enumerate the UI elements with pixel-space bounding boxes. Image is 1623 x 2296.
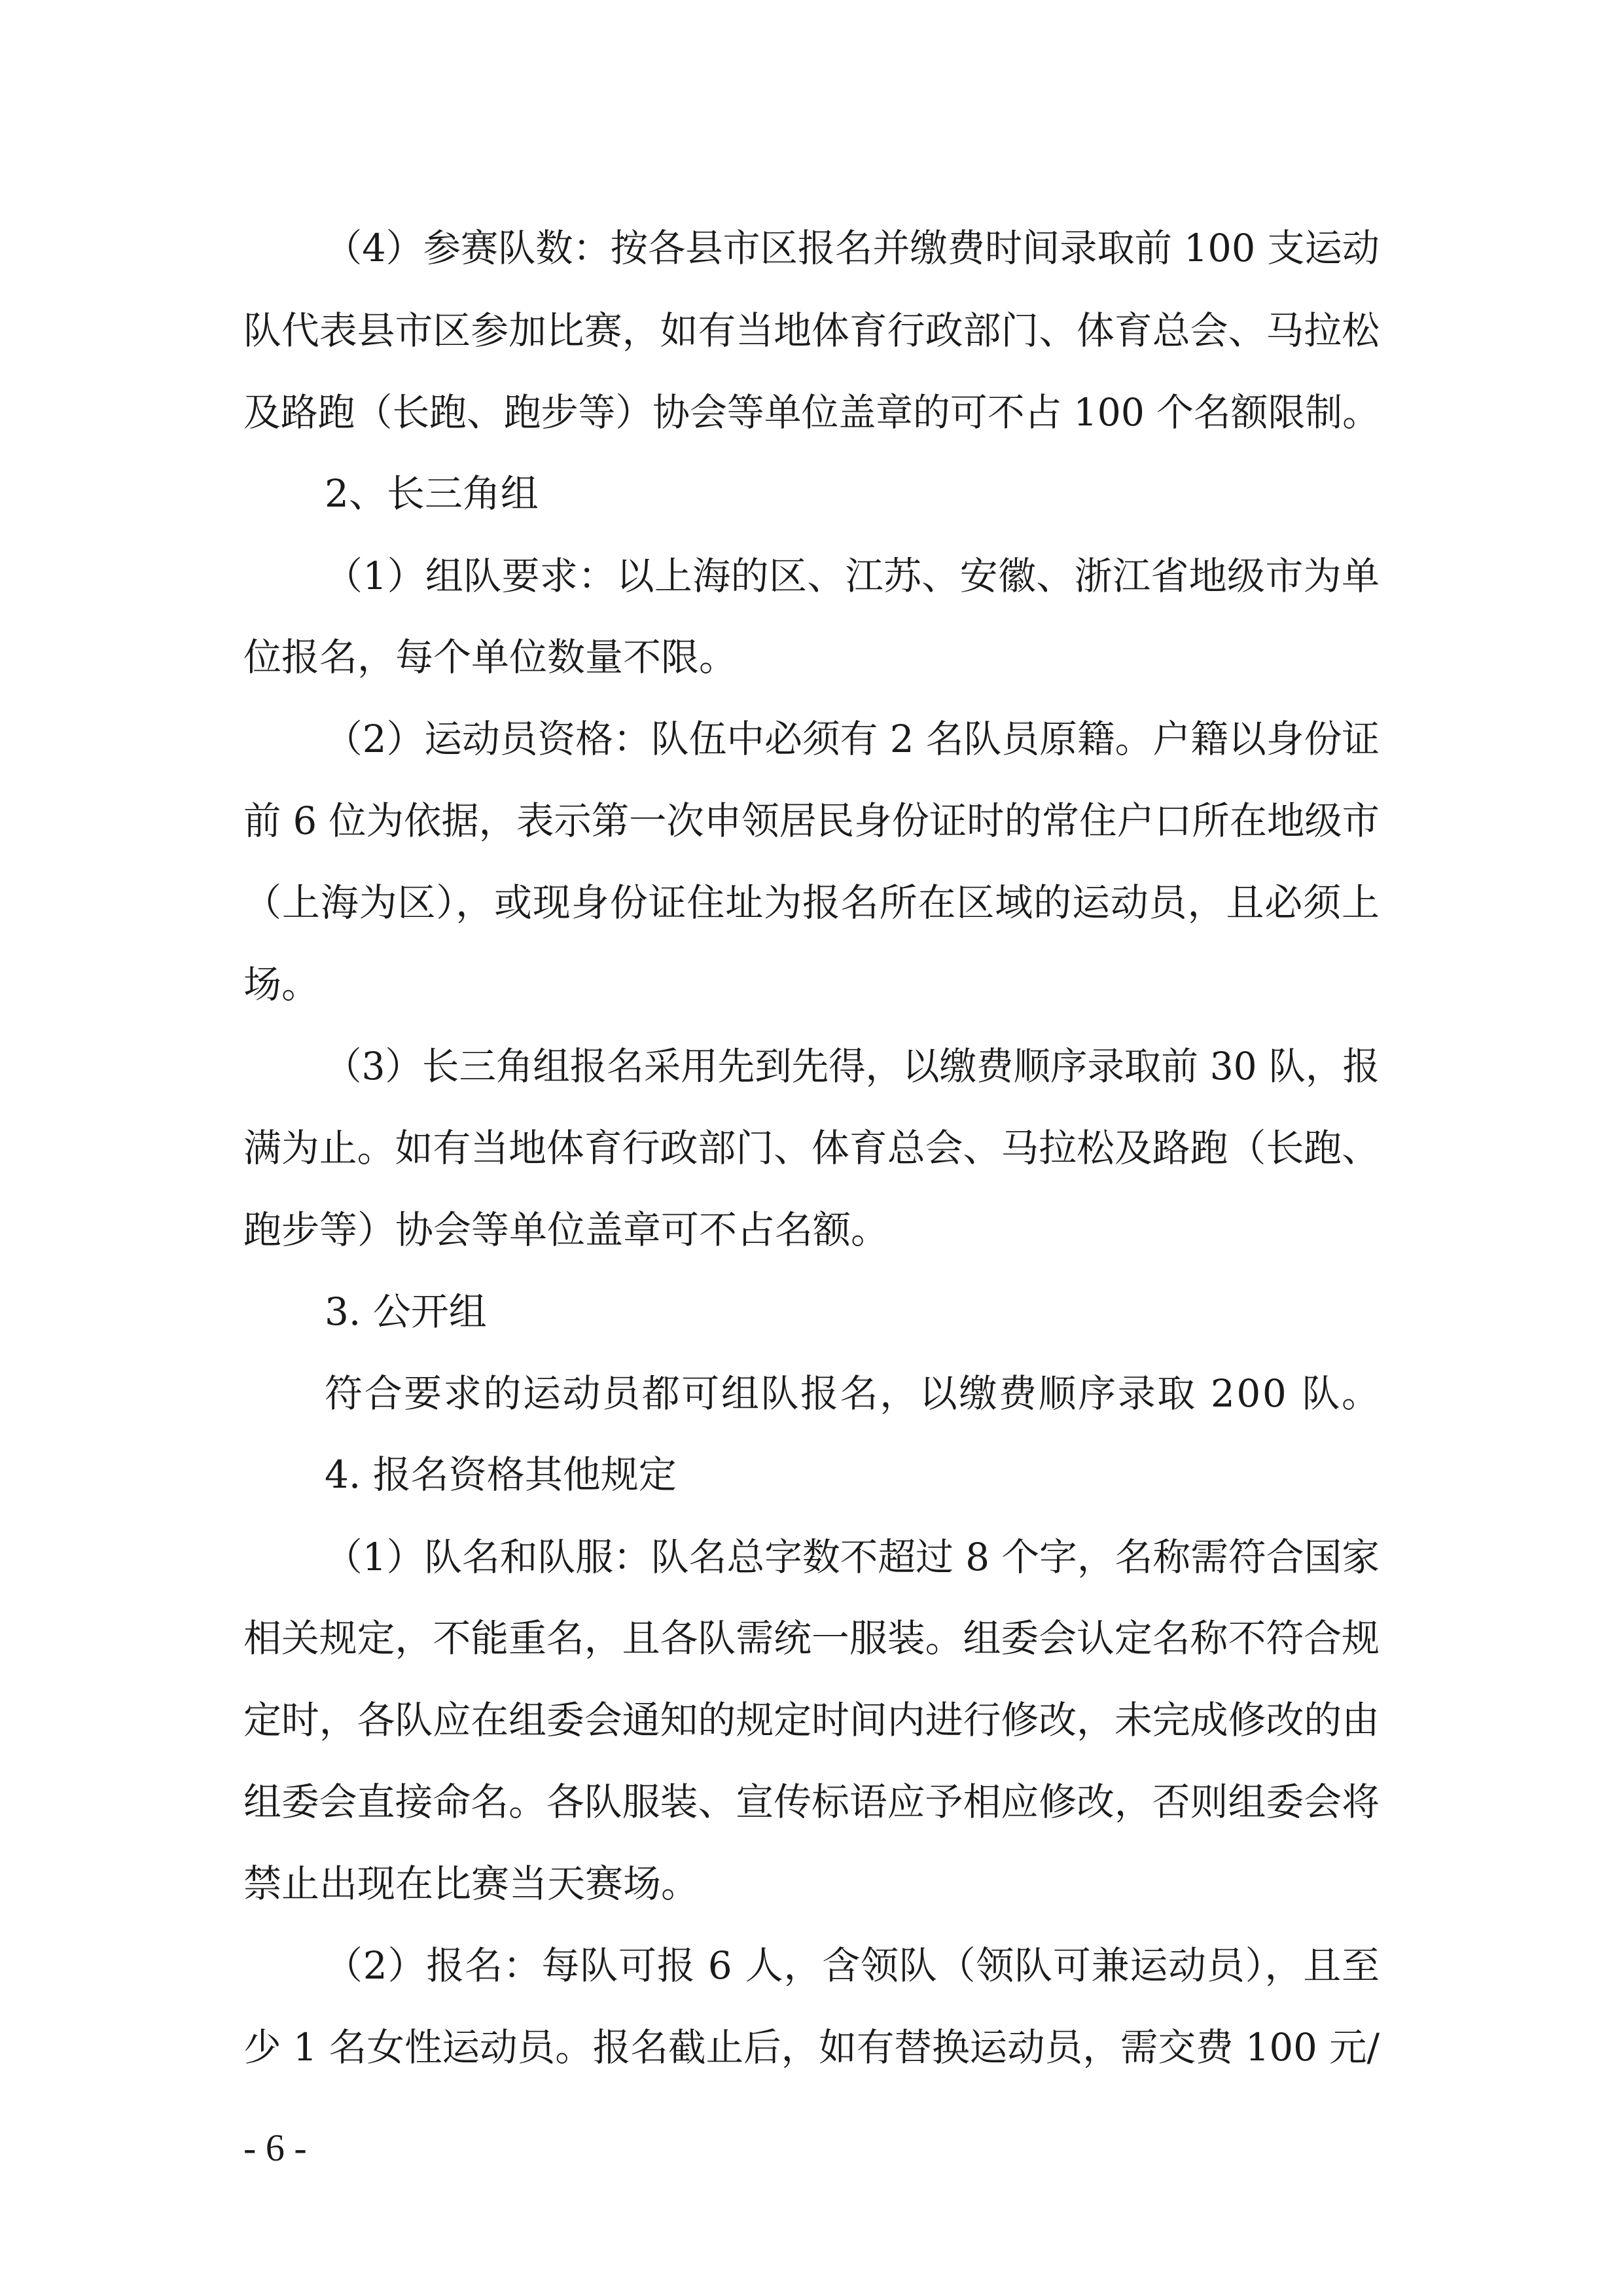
paragraph-line (0, 1854, 1623, 1913)
paragraph-line (0, 1037, 1623, 1096)
line-text: 及路跑（长跑、跑步等）协会等单位盖章的可不占 100 个名额限制。 (243, 390, 1380, 435)
paragraph-line (0, 628, 1623, 687)
paragraph-line (0, 709, 1623, 768)
paragraph-line (0, 383, 1623, 442)
line-text: （2）报名：每队可报 6 人，含领队（领队可兼运动员），且至 (325, 1943, 1380, 1988)
paragraph-line (0, 791, 1623, 850)
paragraph-line (0, 1772, 1623, 1831)
paragraph-line (0, 2018, 1623, 2077)
line-text: 定时，各队应在组委会通知的规定时间内进行修改，未完成修改的由 (243, 1698, 1380, 1742)
line-text: （1）组队要求：以上海的区、江苏、安徽、浙江省地级市为单 (325, 554, 1380, 598)
page-number: - 6 - (243, 2126, 307, 2169)
line-text: 位报名，每个单位数量不限。 (243, 635, 738, 679)
paragraph-line (0, 547, 1623, 605)
section-heading (0, 1282, 1623, 1341)
line-text: （上海为区），或现身份证住址为报名所在区域的运动员，且必须上 (243, 880, 1380, 925)
paragraph-line (0, 1609, 1623, 1668)
line-text: 禁止出现在比赛当天赛场。 (243, 1861, 700, 1906)
section-heading (0, 464, 1623, 523)
line-text: 跑步等）协会等单位盖章可不占名额。 (243, 1208, 889, 1252)
paragraph-line (0, 1119, 1623, 1177)
paragraph-line (0, 301, 1623, 360)
line-text: 2、长三角组 (325, 471, 539, 516)
paragraph-line (0, 219, 1623, 278)
line-text: 满为止。如有当地体育行政部门、体育总会、马拉松及路跑（长跑、 (243, 1126, 1380, 1170)
section-heading (0, 1445, 1623, 1504)
line-text: （4）参赛队数：按各县市区报名并缴费时间录取前 100 支运动 (325, 226, 1380, 270)
line-text: 4. 报名资格其他规定 (325, 1452, 677, 1497)
line-text: 符合要求的运动员都可组队报名，以缴费顺序录取 200 队。 (325, 1371, 1382, 1416)
paragraph-line (0, 1528, 1623, 1587)
paragraph-line (0, 955, 1623, 1014)
line-text: （2）运动员资格：队伍中必须有 2 名队员原籍。户籍以身份证 (325, 717, 1380, 761)
line-text: 少 1 名女性运动员。报名截止后，如有替换运动员，需交费 100 元/ (243, 2025, 1380, 2070)
line-text: 相关规定，不能重名，且各队需统一服装。组委会认定名称不符合规 (243, 1616, 1380, 1660)
paragraph-line (0, 1936, 1623, 1995)
paragraph-line (0, 1200, 1623, 1259)
line-text: 3. 公开组 (325, 1289, 487, 1334)
line-text: 前 6 位为依据，表示第一次申领居民身份证时的常住户口所在地级市 (243, 798, 1380, 843)
line-text: 队代表县市区参加比赛，如有当地体育行政部门、体育总会、马拉松 (243, 308, 1380, 353)
paragraph-line (0, 1364, 1623, 1423)
line-text: 场。 (243, 962, 320, 1007)
paragraph-line (0, 1691, 1623, 1749)
line-text: （1）队名和队服：队名总字数不超过 8 个字，名称需符合国家 (325, 1535, 1380, 1579)
paragraph-line (0, 873, 1623, 932)
line-text: 组委会直接命名。各队服装、宣传标语应予相应修改，否则组委会将 (243, 1780, 1380, 1824)
line-text: （3）长三角组报名采用先到先得，以缴费顺序录取前 30 队，报 (325, 1044, 1380, 1088)
